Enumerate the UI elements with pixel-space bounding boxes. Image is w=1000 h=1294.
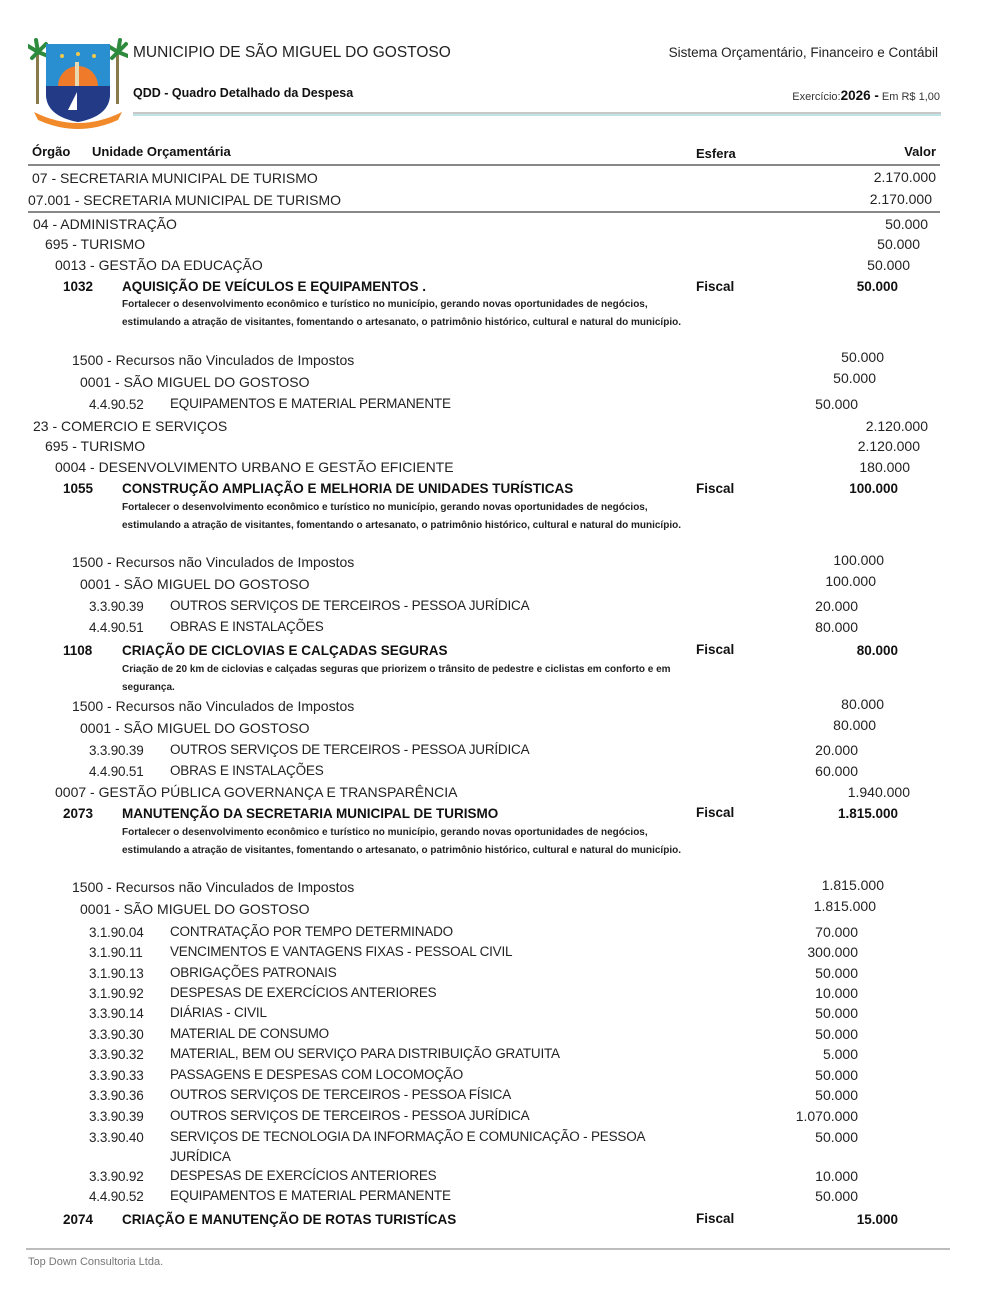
system-name: Sistema Orçamentário, Financeiro e Contábil <box>668 45 938 60</box>
fonte-label: 1500 - Recursos não Vinculados de Impostos <box>72 554 355 570</box>
elemento-code: 3.3.90.14 <box>89 1006 144 1021</box>
elemento-value: 300.000 <box>807 944 858 960</box>
elemento-label-continuation: JURÍDICA <box>170 1149 231 1164</box>
elemento-label: OUTROS SERVIÇOS DE TERCEIROS - PESSOA JURÍDICA <box>170 1108 530 1123</box>
orgao-value: 2.170.000 <box>873 169 936 185</box>
acao-label: CONSTRUÇÃO AMPLIAÇÃO E MELHORIA DE UNIDADES TURÍSTICAS <box>122 481 574 496</box>
local-label: 0001 - SÃO MIGUEL DO GOSTOSO <box>80 374 310 390</box>
elemento-label: OUTROS SERVIÇOS DE TERCEIROS - PESSOA JURÍDICA <box>170 742 530 757</box>
elemento-label: OUTROS SERVIÇOS DE TERCEIROS - PESSOA JURÍDICA <box>170 598 530 613</box>
elemento-label: PASSAGENS E DESPESAS COM LOCOMOÇÃO <box>170 1067 464 1082</box>
subfuncao-label: 695 - TURISMO <box>45 236 146 252</box>
footer-company: Top Down Consultoria Ltda. <box>28 1256 164 1268</box>
report-title: QDD - Quadro Detalhado da Despesa <box>133 86 354 100</box>
elemento-code: 3.3.90.92 <box>89 1169 144 1184</box>
elemento-value: 80.000 <box>815 619 858 635</box>
column-header-divider <box>28 164 940 166</box>
elemento-value: 10.000 <box>815 985 858 1001</box>
acao-label: AQUISIÇÃO DE VEÍCULOS E EQUIPAMENTOS . <box>122 279 427 294</box>
fonte-value: 100.000 <box>833 552 884 568</box>
elemento-value: 50.000 <box>815 965 858 981</box>
elemento-value: 20.000 <box>815 598 858 614</box>
acao-esfera: Fiscal <box>696 642 735 657</box>
elemento-value: 10.000 <box>815 1168 858 1184</box>
elemento-value: 50.000 <box>815 1026 858 1042</box>
acao-code: 2073 <box>63 806 94 821</box>
elemento-value: 1.070.000 <box>795 1108 858 1124</box>
local-label: 0001 - SÃO MIGUEL DO GOSTOSO <box>80 901 310 917</box>
programa-value: 50.000 <box>867 257 910 273</box>
programa-label: 0007 - GESTÃO PÚBLICA GOVERNANÇA E TRANSPARÊNCIA <box>55 784 458 800</box>
elemento-label: OBRAS E INSTALAÇÕES <box>170 619 324 634</box>
fonte-label: 1500 - Recursos não Vinculados de Impostos <box>72 352 355 368</box>
funcao-value: 50.000 <box>885 216 928 232</box>
elemento-label: DESPESAS DE EXERCÍCIOS ANTERIORES <box>170 1168 437 1183</box>
acao-value: 15.000 <box>856 1212 898 1227</box>
elemento-code: 4.4.90.51 <box>89 620 144 635</box>
acao-value: 1.815.000 <box>837 806 898 821</box>
elemento-label: MATERIAL, BEM OU SERVIÇO PARA DISTRIBUIÇÃO GRATUITA <box>170 1046 560 1061</box>
acao-esfera: Fiscal <box>696 1211 735 1226</box>
elemento-code: 3.3.90.40 <box>89 1130 144 1145</box>
orgao-label: 07 - SECRETARIA MUNICIPAL DE TURISMO <box>32 170 318 186</box>
elemento-value: 50.000 <box>815 1087 858 1103</box>
elemento-label: OBRAS E INSTALAÇÕES <box>170 763 324 778</box>
unidade-label: 07.001 - SECRETARIA MUNICIPAL DE TURISMO <box>28 192 342 208</box>
unidade-divider <box>28 211 940 213</box>
elemento-value: 50.000 <box>815 396 858 412</box>
acao-value: 50.000 <box>856 279 898 294</box>
acao-label: CRIAÇÃO DE CICLOVIAS E CALÇADAS SEGURAS <box>122 643 448 658</box>
elemento-code: 3.3.90.39 <box>89 743 144 758</box>
acao-description: Fortalecer o desenvolvimento econômico e turístico no município, gerando novas oportunidades de negócios, estimulando a atração de visitantes, fomentando o artesanato, o patrimônio histórico, cultural e natural do município. <box>122 299 681 328</box>
acao-description: Fortalecer o desenvolvimento econômico e turístico no município, gerando novas oportunidades de negócios, estimulando a atração de visitantes, fomentando o artesanato, o patrimônio histórico, cultural e natural do município. <box>122 827 681 856</box>
funcao-value: 2.120.000 <box>865 418 928 434</box>
elemento-code: 4.4.90.52 <box>89 397 144 412</box>
acao-code: 1108 <box>63 643 93 658</box>
elemento-label: EQUIPAMENTOS E MATERIAL PERMANENTE <box>170 1188 451 1203</box>
fonte-value: 80.000 <box>841 696 884 712</box>
fonte-value: 50.000 <box>841 349 884 365</box>
elemento-label: EQUIPAMENTOS E MATERIAL PERMANENTE <box>170 396 451 411</box>
municipality-name: MUNICIPIO DE SÃO MIGUEL DO GOSTOSO <box>133 44 451 61</box>
elemento-value: 50.000 <box>815 1005 858 1021</box>
acao-label: CRIAÇÃO E MANUTENÇÃO DE ROTAS TURISTÍCAS <box>122 1212 457 1227</box>
local-value: 80.000 <box>833 717 876 733</box>
elemento-value: 20.000 <box>815 742 858 758</box>
acao-value: 80.000 <box>856 643 898 658</box>
elemento-code: 4.4.90.51 <box>89 764 144 779</box>
local-value: 50.000 <box>833 370 876 386</box>
elemento-label: VENCIMENTOS E VANTAGENS FIXAS - PESSOAL CIVIL <box>170 944 513 959</box>
elemento-label: SERVIÇOS DE TECNOLOGIA DA INFORMAÇÃO E COMUNICAÇÃO - PESSOA <box>170 1129 646 1144</box>
subfuncao-value: 50.000 <box>877 236 920 252</box>
elemento-code: 3.3.90.39 <box>89 1109 144 1124</box>
elemento-code: 3.3.90.39 <box>89 599 144 614</box>
elemento-label: DIÁRIAS - CIVIL <box>170 1005 267 1020</box>
elemento-label: OUTROS SERVIÇOS DE TERCEIROS - PESSOA FÍSICA <box>170 1087 512 1102</box>
elemento-label: OBRIGAÇÕES PATRONAIS <box>170 965 337 980</box>
elemento-value: 50.000 <box>815 1129 858 1145</box>
exercicio-info <box>792 88 940 103</box>
funcao-label: 04 - ADMINISTRAÇÃO <box>33 216 177 232</box>
elemento-code: 4.4.90.52 <box>89 1189 144 1204</box>
column-header-valor: Valor <box>904 144 936 159</box>
fonte-label: 1500 - Recursos não Vinculados de Impostos <box>72 879 355 895</box>
fonte-value: 1.815.000 <box>821 877 884 893</box>
elemento-code: 3.3.90.32 <box>89 1047 144 1062</box>
acao-esfera: Fiscal <box>696 805 735 820</box>
acao-code: 2074 <box>63 1212 94 1227</box>
elemento-value: 50.000 <box>815 1067 858 1083</box>
exercicio-year: 2026 - <box>840 88 879 103</box>
local-label: 0001 - SÃO MIGUEL DO GOSTOSO <box>80 576 310 592</box>
programa-label: 0004 - DESENVOLVIMENTO URBANO E GESTÃO EFICIENTE <box>55 459 454 475</box>
funcao-label: 23 - COMERCIO E SERVIÇOS <box>33 418 228 434</box>
subfuncao-value: 2.120.000 <box>857 438 920 454</box>
acao-value: 100.000 <box>849 481 898 496</box>
acao-description: Fortalecer o desenvolvimento econômico e turístico no município, gerando novas oportunidades de negócios, estimulando a atração de visitantes, fomentando o artesanato, o patrimônio histórico, cultural e natural do município. <box>122 502 681 531</box>
elemento-code: 3.3.90.33 <box>89 1068 144 1083</box>
elemento-label: MATERIAL DE CONSUMO <box>170 1026 329 1041</box>
acao-code: 1055 <box>63 481 94 496</box>
elemento-code: 3.3.90.30 <box>89 1027 144 1042</box>
programa-value: 180.000 <box>859 459 910 475</box>
elemento-value: 5.000 <box>822 1046 858 1062</box>
subfuncao-label: 695 - TURISMO <box>45 438 146 454</box>
unidade-value: 2.170.000 <box>869 191 932 207</box>
elemento-label: CONTRATAÇÃO POR TEMPO DETERMINADO <box>170 924 453 939</box>
fonte-label: 1500 - Recursos não Vinculados de Impostos <box>72 698 355 714</box>
currency-note: Em R$ 1,00 <box>881 91 940 103</box>
acao-code: 1032 <box>63 279 94 294</box>
elemento-code: 3.3.90.36 <box>89 1088 144 1103</box>
acao-description: Criação de 20 km de ciclovias e calçadas seguras que priorizem o trânsito de pedestre e ciclistas em conforto e em segurança. <box>122 664 671 693</box>
column-header-orgao: Órgão <box>32 144 71 159</box>
elemento-value: 60.000 <box>815 763 858 779</box>
column-header-esfera: Esfera <box>696 146 736 161</box>
elemento-code: 3.1.90.11 <box>89 945 143 960</box>
programa-label: 0013 - GESTÃO DA EDUCAÇÃO <box>55 257 263 273</box>
acao-label: MANUTENÇÃO DA SECRETARIA MUNICIPAL DE TURISMO <box>122 806 499 821</box>
exercicio-label: Exercício: <box>792 91 841 103</box>
elemento-value: 50.000 <box>815 1188 858 1204</box>
local-value: 100.000 <box>825 573 876 589</box>
programa-value: 1.940.000 <box>847 784 910 800</box>
header-divider <box>133 112 941 116</box>
elemento-label: DESPESAS DE EXERCÍCIOS ANTERIORES <box>170 985 437 1000</box>
column-header-unidade: Unidade Orçamentária <box>92 144 231 159</box>
elemento-value: 70.000 <box>815 924 858 940</box>
elemento-code: 3.1.90.04 <box>89 925 144 940</box>
elemento-code: 3.1.90.92 <box>89 986 144 1001</box>
footer-divider <box>26 1248 950 1250</box>
acao-esfera: Fiscal <box>696 481 735 496</box>
municipal-coat-of-arms-logo <box>28 34 128 130</box>
local-value: 1.815.000 <box>813 898 876 914</box>
elemento-code: 3.1.90.13 <box>89 966 144 981</box>
acao-esfera: Fiscal <box>696 279 735 294</box>
local-label: 0001 - SÃO MIGUEL DO GOSTOSO <box>80 720 310 736</box>
